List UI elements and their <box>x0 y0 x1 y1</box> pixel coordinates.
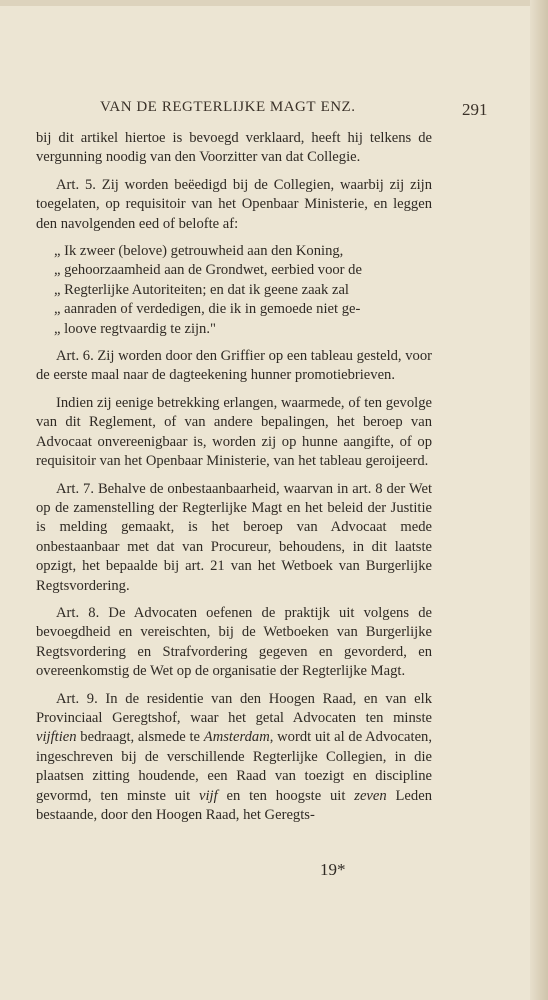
art9-lead: Art. 9. In de residentie van den Hoogen Raad, en van elk Provinciaal Geregtshof, waar het getal Advocaten ten minste <box>36 690 432 726</box>
art9-italic-zeven: zeven <box>354 787 387 804</box>
art9-italic-vijf: vijf <box>199 787 218 804</box>
running-head-prefix: VAN DE <box>100 99 158 115</box>
body-text <box>36 129 432 833</box>
page-number: 291 <box>462 100 488 119</box>
art9-italic-vijftien: vijftien <box>36 729 77 746</box>
oath-line: „ aanraden of verdedigen, die ik in gemoede niet ge- <box>54 301 361 318</box>
art7-text: Art. 7. Behalve de onbestaanbaarheid, waarvan in art. 8 der Wet op de zamenstelling der Regterlijke Magt en het beleid der Justitie is melding gemaakt, is het beroep van Advocaat mede onbestaanbaar met dat van Procureur, behoudens, in dit laatste opzigt, het bepaalde bij art. 21 van het Wetboek van Burgerlijke Regtsvordering. <box>36 480 432 594</box>
oath-line: „ loove regtvaardig te zijn." <box>54 320 216 337</box>
running-head <box>100 98 490 116</box>
art8-text: Art. 8. De Advocaten oefenen de praktijk uit volgens de bevoegdheid en vereischten, bij de Wetboeken van Burgerlijke Regtsvordering en Strafvordering gegeven en gevorderd, en overeenkomstig de Wet op de organisatie der Regterlijke Magt. <box>36 604 432 680</box>
paragraph-art7 <box>36 480 432 596</box>
paragraph-art9 <box>36 690 432 826</box>
art9-tail: Leden bestaande, door den Hoogen Raad, het Geregts- <box>36 787 432 823</box>
paragraph-text: Indien zij eenige betrekking erlangen, waarmede, of ten gevolge van dit Reglement, of van andere bepalingen, het beroep van Advocaat onvereenigbaar is, worden zij op hunne aangifte, of op requisitoir van het Openbaar Ministerie, van het tableau geroijeerd. <box>36 394 432 470</box>
art9-mid3: en ten hoogste uit <box>217 787 355 804</box>
art6-text: Art. 6. Zij worden door den Griffier op een tableau gesteld, voor de eerste maal naar de dagteekening hunner promotiebrieven. <box>36 348 432 384</box>
signature-mark: 19* <box>320 860 346 879</box>
art9-mid1: bedraagt, alsmede te <box>76 729 204 746</box>
scan-top-edge <box>0 0 548 6</box>
running-head-suffix: ENZ. <box>320 99 356 115</box>
paragraph-art8 <box>36 604 432 682</box>
paragraph-art5 <box>36 176 432 234</box>
art9-mid2: , wordt uit al de Advocaten, ingeschreven bij de verschillende Regterlijke Collegien, in die plaatsen zitting houdende, een Raad van toezigt en discipline gevormd, ten minste uit <box>36 729 432 804</box>
paragraph-art6 <box>36 347 432 386</box>
art5-text: Art. 5. Zij worden beëedigd bij de Collegien, waarbij zij zijn toegelaten, op requisitoir van het Openbaar Ministerie, en leggen den navolgenden eed of belofte af: <box>36 176 432 232</box>
oath-quote <box>36 242 432 339</box>
art9-italic-amsterdam: Amsterdam <box>203 729 270 746</box>
running-head-main: REGTERLIJKE MAGT <box>161 99 317 115</box>
paragraph <box>36 394 432 472</box>
oath-line: „ Regterlijke Autoriteiten; en dat ik geene zaak zal <box>54 281 349 298</box>
page-edge-shadow <box>530 0 548 1000</box>
oath-line: „ Ik zweer (belove) getrouwheid aan den Koning, <box>54 243 344 260</box>
oath-line: „ gehoorzaamheid aan de Grondwet, eerbied voor de <box>54 262 362 279</box>
paragraph: bij dit artikel hiertoe is bevoegd verklaard, heeft hij telkens de vergunning noodig van den Voorzitter van dat Collegie. <box>36 130 432 166</box>
